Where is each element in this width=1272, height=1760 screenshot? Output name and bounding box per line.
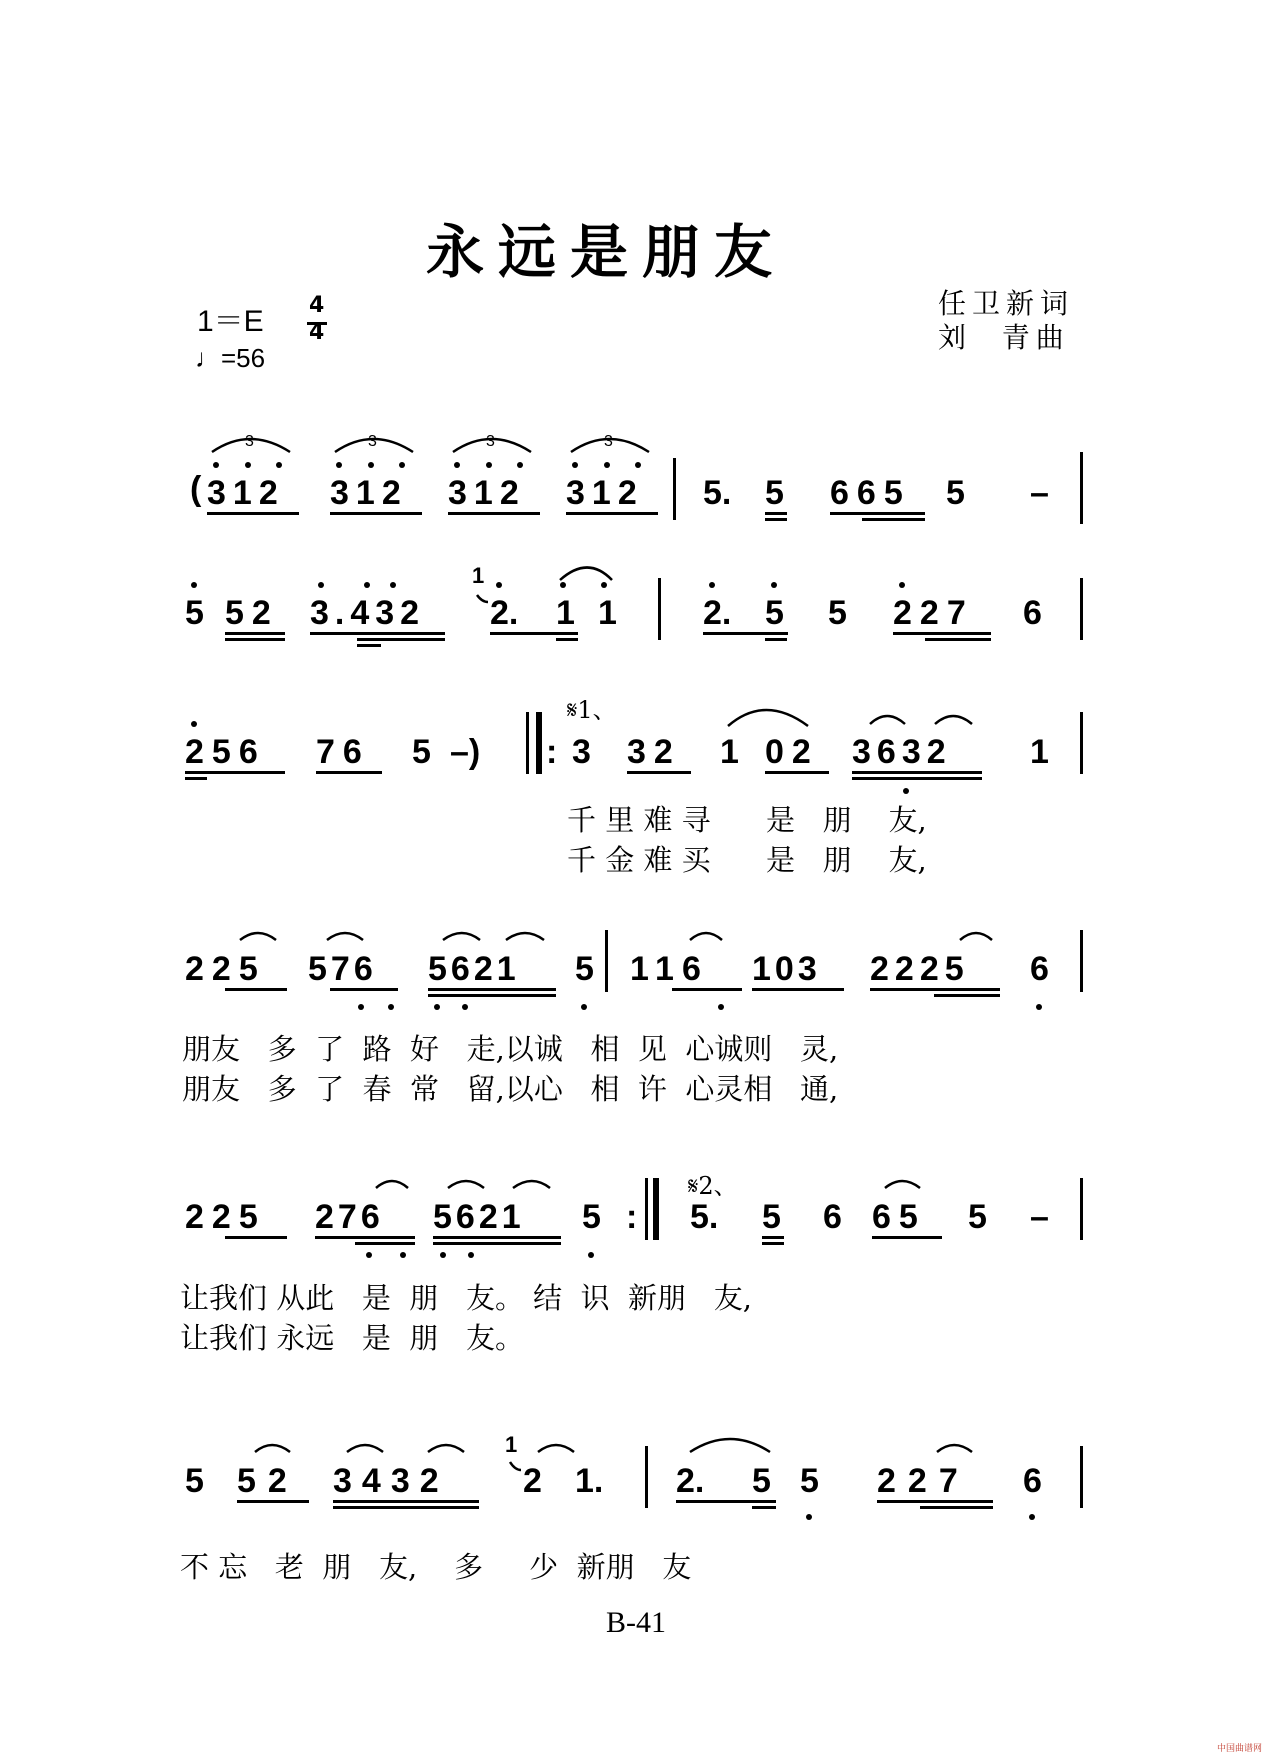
lyric-line-1: 朋友 多 了 路 好 走,以诚 相 见 心诚则 灵, — [182, 1032, 839, 1066]
notes-group: 3632 — [852, 733, 952, 771]
slur — [870, 716, 905, 724]
grace-hook — [510, 1462, 521, 1470]
notes-group: 5621 — [433, 1198, 525, 1236]
dash: – — [1030, 474, 1049, 512]
notes-group: 225 — [185, 1198, 266, 1236]
repeat-dots: : — [546, 733, 558, 771]
notes-group: 276 — [315, 1198, 384, 1236]
notes-triplet-1: 312 — [207, 474, 285, 512]
note: 1 — [720, 733, 739, 771]
notes-group: 52 — [237, 1462, 299, 1500]
notes-group: 116 — [630, 950, 709, 988]
repeat-dots: : — [626, 1198, 638, 1236]
slur — [690, 1439, 770, 1452]
grace-note: 1 — [472, 563, 485, 588]
slur — [728, 710, 808, 726]
lyric-line-1: 不 忘 老 朋 友, 多 少 新朋 友 — [180, 1550, 692, 1584]
slur — [428, 1445, 464, 1452]
lyric-line-2: 让我们 永远 是 朋 友。 — [180, 1321, 524, 1355]
notes-group: 5621 — [428, 950, 520, 988]
slur — [376, 1181, 408, 1188]
notes-triplet-3: 312 — [448, 474, 526, 512]
slur — [255, 1445, 290, 1452]
notes-group: 52 — [225, 594, 279, 632]
note: 1 — [556, 594, 575, 632]
note: 5 — [412, 733, 431, 771]
lyric-line-1: 千 里 难 寻 是 朋 友, — [567, 803, 927, 837]
composer-credit: 刘 青曲 — [938, 321, 1070, 354]
page-number: B-41 — [606, 1606, 666, 1639]
note: 5 — [765, 594, 784, 632]
notes-group: 227 — [893, 594, 974, 632]
notes-group: 76 — [316, 733, 370, 771]
grace-hook — [477, 595, 488, 602]
note: 6 — [1023, 1462, 1042, 1500]
note: 2. — [676, 1462, 705, 1500]
lyricist-credit: 任卫新词 — [938, 287, 1075, 320]
watermark: 中国曲谱网 — [1216, 1744, 1262, 1754]
key-signature: 1＝E — [197, 305, 264, 338]
lyric-line-2: 朋友 多 了 春 常 留,以心 相 许 心灵相 通, — [182, 1072, 839, 1106]
slur — [960, 933, 992, 940]
song-title: 永远是朋友 — [425, 218, 786, 286]
slur — [443, 933, 480, 940]
time-signature-top: 4 — [309, 293, 325, 318]
tie — [560, 568, 612, 581]
slur — [240, 933, 276, 940]
notes-group: 227 — [877, 1462, 970, 1500]
notes-group: 256 — [185, 733, 266, 771]
slur — [538, 1445, 574, 1452]
note: 3 — [572, 733, 591, 771]
time-signature-bottom: 4 — [309, 320, 325, 345]
note: 5. — [690, 1198, 719, 1236]
note: 2. — [490, 594, 519, 632]
notes-group: 2225 — [870, 950, 970, 988]
notes-triplet-4: 312 — [566, 474, 644, 512]
note: 1 — [598, 594, 617, 632]
lyric-line-1: 让我们 从此 是 朋 友。 结 识 新朋 友, — [180, 1281, 752, 1315]
notes-group: 576 — [308, 950, 377, 988]
grace-note: 1 — [505, 1432, 518, 1457]
tempo-marking: ♩=56 — [195, 343, 266, 373]
lyric-line-2: 千 金 难 买 是 朋 友, — [567, 843, 927, 877]
triplet-number: 3 — [368, 433, 377, 450]
note: 5 — [582, 1198, 601, 1236]
slur — [513, 1181, 550, 1188]
open-paren: ( — [190, 470, 202, 508]
notes-group: 3.432 — [310, 594, 426, 632]
note: 5. — [703, 474, 732, 512]
note: 5 — [762, 1198, 781, 1236]
note: 5 — [946, 474, 965, 512]
dash-paren: –) — [450, 733, 481, 771]
note: 5 — [185, 1462, 204, 1500]
note: 5 — [800, 1462, 819, 1500]
slur — [448, 1181, 484, 1188]
notes-group: 02 — [765, 733, 819, 771]
notes-group: 225 — [185, 950, 266, 988]
notes-group: 665 — [830, 474, 911, 512]
slur — [327, 933, 363, 940]
note: 6 — [1023, 594, 1042, 632]
dash: – — [1030, 1198, 1049, 1236]
note: 5 — [752, 1462, 771, 1500]
triplet-number: 3 — [245, 433, 254, 450]
note: 5 — [765, 474, 784, 512]
note: 2 — [523, 1462, 542, 1500]
note: 6 — [823, 1198, 842, 1236]
notes-group: 103 — [752, 950, 821, 988]
notes-group: 3432 — [333, 1462, 449, 1500]
note: 1. — [575, 1462, 604, 1500]
triplet-number: 3 — [486, 433, 495, 450]
slur — [935, 716, 972, 724]
triplet-number: 3 — [604, 433, 613, 450]
slur — [937, 1445, 972, 1452]
slur — [506, 933, 544, 940]
slur — [690, 933, 722, 940]
slur — [885, 1181, 920, 1188]
note: 5 — [828, 594, 847, 632]
note: 2. — [703, 594, 732, 632]
note: 5 — [185, 594, 204, 632]
notes-group: 65 — [872, 1198, 926, 1236]
segno-2: 𝄋2、 — [688, 1172, 738, 1200]
notes-group: 32 — [627, 733, 681, 771]
note: 5 — [575, 950, 594, 988]
segno-1: 𝄋1、 — [567, 696, 617, 724]
notes-triplet-2: 312 — [330, 474, 408, 512]
note: 5 — [968, 1198, 987, 1236]
slur — [347, 1445, 383, 1452]
note: 1 — [1030, 733, 1049, 771]
note: 6 — [1030, 950, 1049, 988]
